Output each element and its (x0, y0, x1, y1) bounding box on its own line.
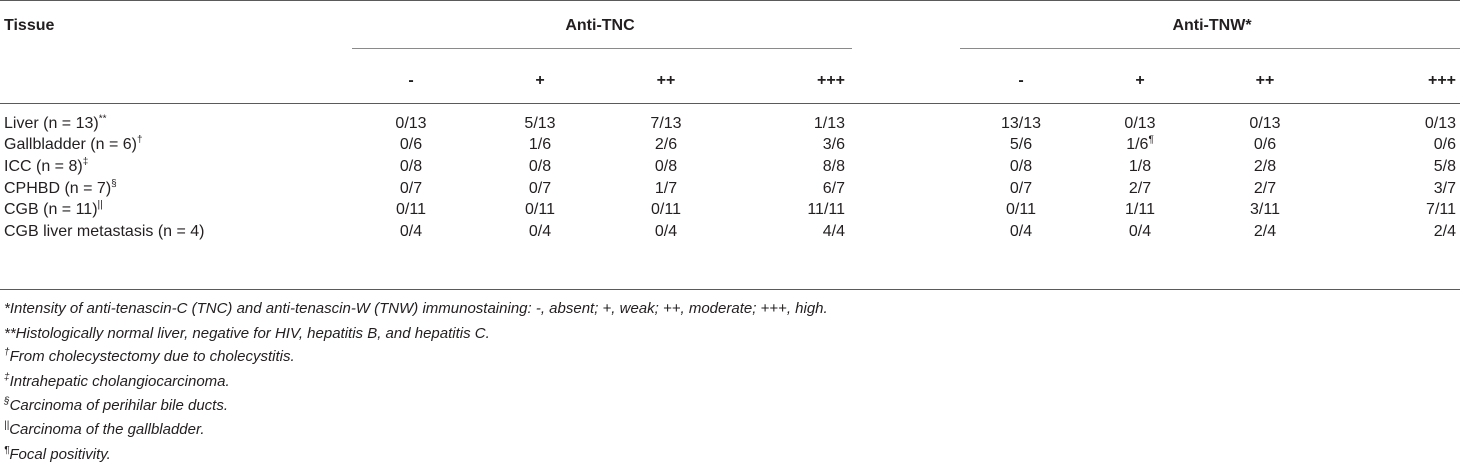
footnote-text: Carcinoma of the gallbladder. (9, 421, 205, 438)
row-label (4, 157, 88, 177)
table-cell: 0/13 (1424, 115, 1456, 132)
table-cell: 0/4 (528, 223, 552, 240)
row-label-text: CGB liver metastasis (n = 4) (4, 223, 205, 240)
level-header-tnw-2: ++ (1255, 72, 1275, 89)
table-cell: 0/13 (395, 115, 427, 132)
cell-footnote-mark: ¶ (1148, 134, 1154, 146)
table-cell: 0/11 (1006, 201, 1036, 218)
table-cell: 2/7 (1253, 180, 1277, 197)
level-header-tnc-0: - (408, 72, 414, 89)
table-cell: 8/8 (822, 158, 845, 175)
table-cell: 2/7 (1128, 180, 1152, 197)
table-cell: 1/13 (813, 115, 845, 132)
tnw-group-rule (960, 48, 1460, 49)
table-cell: 1/8 (1128, 158, 1152, 175)
footnote-text: Focal positivity. (9, 446, 111, 463)
table-cell: 0/7 (1009, 180, 1033, 197)
footnote-text: From cholecystectomy due to cholecystitis. (9, 348, 295, 365)
table-cell: 0/4 (654, 223, 678, 240)
row-label-footnote-mark: † (136, 134, 143, 146)
row-label-footnote-mark: ** (98, 113, 107, 125)
table-cell: 5/8 (1433, 158, 1456, 175)
row-label-footnote-mark: || (97, 199, 103, 211)
table-cell: 3/11 (1250, 201, 1280, 218)
row-label (4, 179, 117, 199)
level-header-tnc-2: ++ (656, 72, 676, 89)
table-cell: 0/8 (528, 158, 552, 175)
table-cell (1126, 135, 1154, 155)
footnote (4, 373, 230, 391)
header-bottom-rule (0, 103, 1460, 104)
table-cell: 3/6 (822, 136, 845, 153)
anti-tnw-group-header: Anti-TNW* (1172, 17, 1252, 34)
footnote-mark: || (4, 420, 10, 431)
table-cell: 0/11 (651, 201, 681, 218)
level-header-tnw-0: - (1018, 72, 1024, 89)
row-label-text: CGB (n = 11) (4, 201, 98, 218)
table-cell: 3/7 (1433, 180, 1456, 197)
row-label (4, 114, 107, 134)
table-cell: 0/6 (399, 136, 423, 153)
table-cell: 1/6 (528, 136, 552, 153)
footnote (4, 397, 228, 415)
table-cell: 2/8 (1253, 158, 1277, 175)
table-cell: 2/6 (654, 136, 678, 153)
footnote (4, 325, 490, 343)
tissue-column-header: Tissue (4, 17, 55, 34)
footnote-mark: † (4, 347, 10, 358)
table-bottom-rule (0, 289, 1460, 290)
table-cell: 2/4 (1253, 223, 1277, 240)
cell-value: 1/6 (1126, 136, 1149, 153)
table-top-rule (0, 0, 1460, 1)
table-cell: 1/11 (1125, 201, 1155, 218)
footnote (4, 348, 295, 366)
level-header-tnw-1: + (1135, 72, 1145, 89)
table-cell: 0/11 (525, 201, 555, 218)
level-header-tnc-3: +++ (816, 72, 845, 89)
footnote-text: Carcinoma of perihilar bile ducts. (9, 397, 228, 414)
table-cell: 0/11 (396, 201, 426, 218)
footnote-text: Intrahepatic cholangiocarcinoma. (9, 373, 230, 390)
table-cell: 11/11 (807, 201, 845, 218)
table-cell: 0/6 (1253, 136, 1277, 153)
level-header-tnw-3: +++ (1427, 72, 1456, 89)
table-cell: 7/13 (650, 115, 682, 132)
row-label-footnote-mark: ‡ (82, 156, 89, 168)
anti-tnc-group-header: Anti-TNC (565, 17, 635, 34)
table-cell: 1/7 (654, 180, 678, 197)
tnc-group-rule (352, 48, 852, 49)
footnote (4, 446, 111, 464)
table-cell: 7/11 (1426, 201, 1456, 218)
table-cell: 0/7 (399, 180, 423, 197)
table-cell: 0/8 (399, 158, 423, 175)
row-label (4, 222, 205, 242)
table-cell: 0/13 (1124, 115, 1156, 132)
table-cell: 4/4 (822, 223, 845, 240)
row-label-text: CPHBD (n = 7) (4, 180, 112, 197)
table-cell: 0/13 (1249, 115, 1281, 132)
table-cell: 0/4 (1009, 223, 1033, 240)
table-cell: 5/13 (524, 115, 556, 132)
row-label (4, 135, 143, 155)
table-cell: 0/8 (1009, 158, 1033, 175)
footnote (4, 300, 828, 318)
table-cell: 6/7 (822, 180, 845, 197)
row-label-footnote-mark: § (111, 178, 117, 190)
footnote-text: **Histologically normal liver, negative for HIV, hepatitis B, and hepatitis C. (4, 325, 490, 342)
table-cell: 5/6 (1009, 136, 1033, 153)
row-label-text: ICC (n = 8) (4, 158, 83, 175)
table-cell: 0/7 (528, 180, 552, 197)
table-cell: 13/13 (1000, 115, 1042, 132)
row-label-text: Liver (n = 13) (4, 115, 99, 132)
level-header-tnc-1: + (535, 72, 545, 89)
footnote-mark: ‡ (4, 372, 10, 383)
footnote-mark: § (4, 396, 10, 407)
table-cell: 0/4 (1128, 223, 1152, 240)
table-cell: 2/4 (1433, 223, 1456, 240)
footnote-mark: ¶ (4, 445, 10, 456)
table-cell: 0/4 (399, 223, 423, 240)
footnote (4, 421, 205, 439)
table-cell: 0/6 (1433, 136, 1456, 153)
row-label-text: Gallbladder (n = 6) (4, 136, 137, 153)
table-cell: 0/8 (654, 158, 678, 175)
footnote-text: *Intensity of anti-tenascin-C (TNC) and anti-tenascin-W (TNW) immunostaining: -, absent; +, weak; ++, moderate; +++, high. (4, 300, 828, 317)
row-label (4, 200, 103, 220)
